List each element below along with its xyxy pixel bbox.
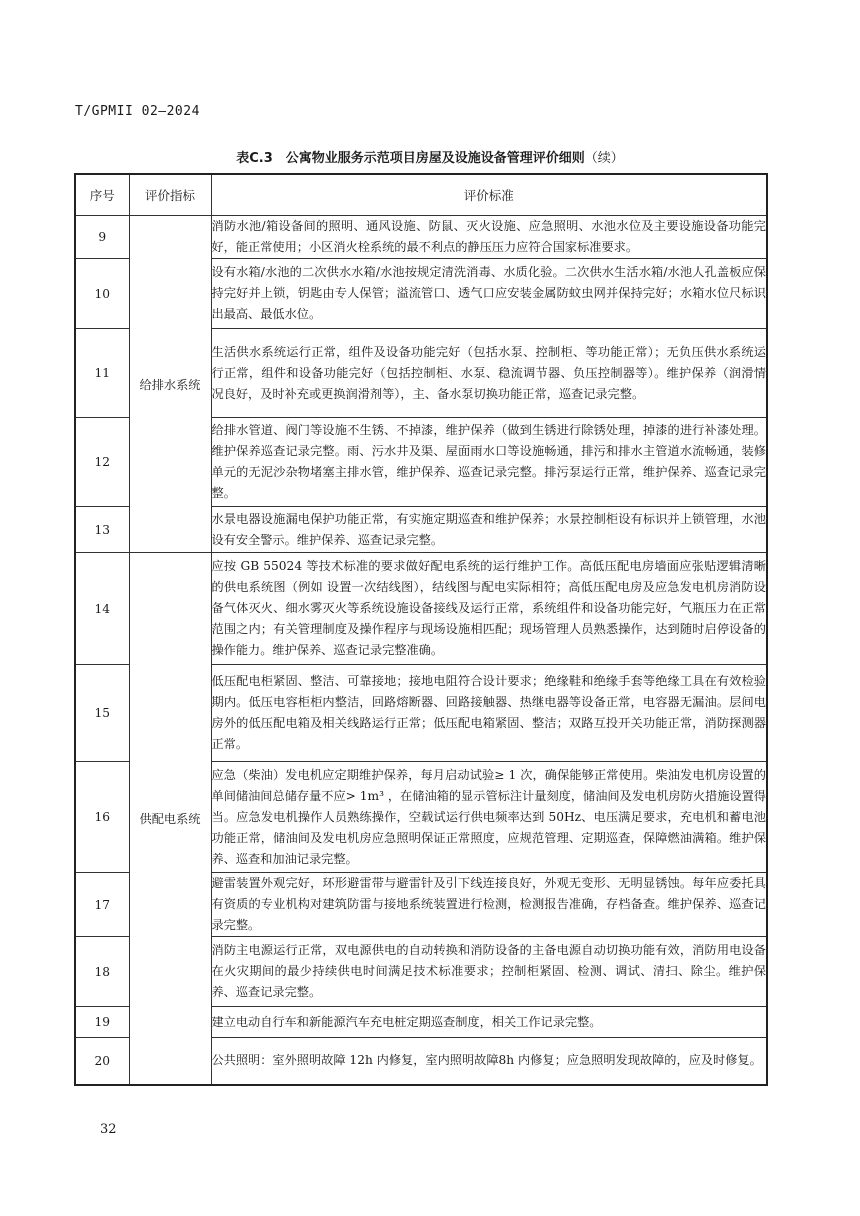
page-number: 32: [100, 1122, 117, 1137]
row-number: 11: [75, 329, 129, 418]
row-criteria: 避雷装置外观完好，环形避雷带与避雷针及引下线连接良好，外观无变形、无明显锈蚀。每年应委托具有资质的专业机构对建筑防雷与接地系统装置进行检测，检测报告准确，存档备查。维护保养、巡查记录完整。: [211, 873, 767, 937]
row-number: 14: [75, 553, 129, 665]
table-header-row: [75, 174, 767, 216]
category-power-distribution: 供配电系统: [129, 553, 211, 1085]
header-indicator: 评价指标: [129, 174, 211, 216]
row-number: 9: [75, 216, 129, 259]
row-criteria: 设有水箱/水池的二次供水水箱/水池按规定清洗消毒、水质化验。二次供水生活水箱/水池人孔盖板应保持完好并上锁，钥匙由专人保管；溢流管口、透气口应安装金属防蚊虫网并保持完好；水箱水位尺标识出最高、最低水位。: [211, 259, 767, 329]
table-title-suffix: （续）: [584, 151, 624, 166]
row-number: 12: [75, 418, 129, 507]
row-criteria: 生活供水系统运行正常，组件及设备功能完好（包括水泵、控制柜、等功能正常）；无负压供水系统运行正常，组件和设备功能完好（包括控制柜、水泵、稳流调节器、负压控制器等）。维护保养（润滑情况良好，及时补充或更换润滑剂等），主、备水泵切换功能正常，巡查记录完整。: [211, 329, 767, 418]
category-water-supply-drainage: 给排水系统: [129, 216, 211, 553]
row-number: 15: [75, 665, 129, 762]
row-criteria: 低压配电柜紧固、整洁、可靠接地；接地电阻符合设计要求；绝缘鞋和绝缘手套等绝缘工具在有效检验期内。低压电容柜柜内整洁，回路熔断器、回路接触器、热继电器等设备正常，电容器无漏油。层间电房外的低压配电箱及相关线路运行正常；低压配电箱紧固、整洁；双路互投开关功能正常，消防探测器正常。: [211, 665, 767, 762]
header-criteria: 评价标准: [211, 174, 767, 216]
table-row: [75, 216, 767, 259]
header-serial-number: 序号: [75, 174, 129, 216]
row-criteria: 应急（柴油）发电机应定期维护保养，每月启动试验≥ 1 次，确保能够正常使用。柴油发电机房设置的单间储油间总储存量不应> 1m³ ，在储油箱的显示管标注计量刻度，储油间及发电机房防火措施设置得当。应急发电机操作人员熟练操作，空载试运行供电频率达到 50Hz、电压满足要求，充电机和蓄电池功能正常，储油间及发电机房应急照明保证正常照度，应规范管理、定期巡查，保障燃油满箱。维护保养、巡查和加油记录完整。: [211, 762, 767, 873]
row-number: 20: [75, 1038, 129, 1085]
row-criteria: 给排水管道、阀门等设施不生锈、不掉漆，维护保养（做到生锈进行除锈处理，掉漆的进行补漆处理。维护保养巡查记录完整。雨、污水井及渠、屋面雨水口等设施畅通，排污和排水主管道水流畅通，装修单元的无泥沙杂物堵塞主排水管，维护保养、巡查记录完整。排污泵运行正常，维护保养、巡查记录完整。: [211, 418, 767, 507]
document-code: T/GPMII 02—2024: [75, 104, 200, 119]
row-criteria: 消防主电源运行正常，双电源供电的自动转换和消防设备的主备电源自动切换功能有效，消防用电设备在火灾期间的最少持续供电时间满足技术标准要求；控制柜紧固、检测、调试、清扫、除尘。维护保养、巡查记录完整。: [211, 937, 767, 1007]
row-criteria: 应按 GB 55024 等技术标准的要求做好配电系统的运行维护工作。高低压配电房墙面应张贴逻辑清晰的供电系统图（例如 设置一次结线图），结线图与配电实际相符；高低压配电房及应急发电机房消防设备气体灭火、细水雾灭火等系统设施设备接线及运行正常，系统组件和设备功能完好，气瓶压力在正常范围之内；有关管理制度及操作程序与现场设施相匹配；现场管理人员熟悉操作，达到随时启停设备的操作能力。维护保养、巡查记录完整准确。: [211, 553, 767, 665]
row-number: 10: [75, 259, 129, 329]
row-number: 16: [75, 762, 129, 873]
evaluation-table: [74, 173, 768, 1086]
row-criteria: 消防水池/箱设备间的照明、通风设施、防鼠、灭火设施、应急照明、水池水位及主要设施设备功能完好，能正常使用；小区消火栓系统的最不利点的静压压力应符合国家标准要求。: [211, 216, 767, 259]
table-title: [0, 147, 860, 166]
row-criteria: 建立电动自行车和新能源汽车充电桩定期巡查制度，相关工作记录完整。: [211, 1007, 767, 1038]
table-title-main: 表C.3 公寓物业服务示范项目房屋及设施设备管理评价细则: [236, 151, 585, 166]
row-number: 18: [75, 937, 129, 1007]
row-number: 19: [75, 1007, 129, 1038]
row-criteria: 水景电器设施漏电保护功能正常，有实施定期巡查和维护保养；水景控制柜设有标识并上锁管理，水池设有安全警示。维护保养、巡查记录完整。: [211, 507, 767, 553]
row-criteria: 公共照明：室外照明故障 12h 内修复，室内照明故障8h 内修复；应急照明发现故障的，应及时修复。: [211, 1038, 767, 1085]
row-number: 17: [75, 873, 129, 937]
table-row: [75, 553, 767, 665]
row-number: 13: [75, 507, 129, 553]
